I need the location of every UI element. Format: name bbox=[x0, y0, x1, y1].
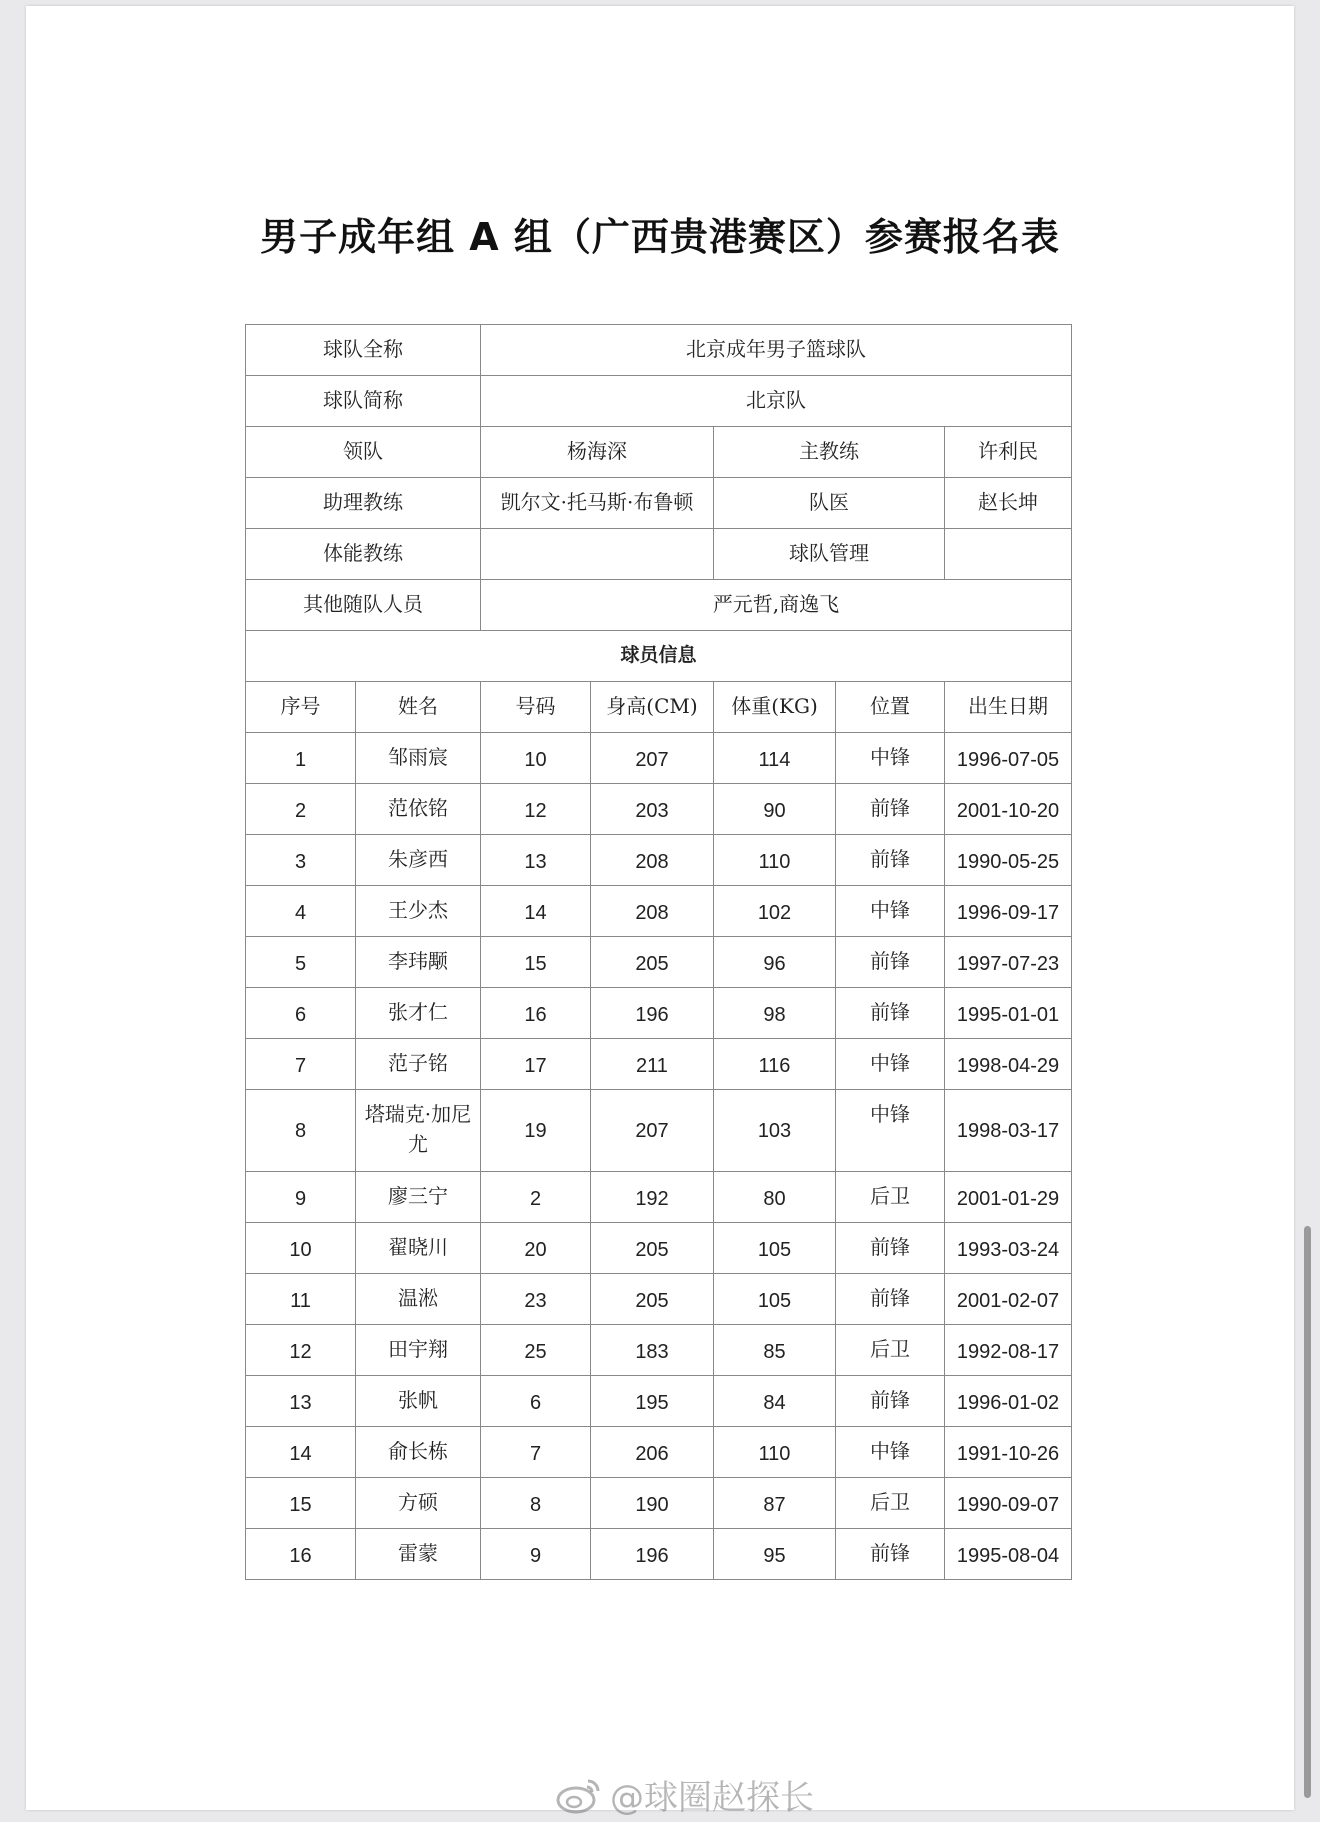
table-row bbox=[246, 1090, 1072, 1172]
player-weight: 85 bbox=[714, 1325, 836, 1376]
player-index: 4 bbox=[246, 886, 356, 937]
header-height: 身高(CM) bbox=[591, 682, 714, 733]
doctor-value: 赵长坤 bbox=[945, 478, 1072, 529]
player-index: 11 bbox=[246, 1274, 356, 1325]
player-position: 中锋 bbox=[836, 886, 945, 937]
player-number: 15 bbox=[481, 937, 591, 988]
player-name: 王少杰 bbox=[356, 886, 481, 937]
player-birth: 2001-10-20 bbox=[945, 784, 1072, 835]
assistant-coach-value: 凯尔文·托马斯·布鲁顿 bbox=[481, 478, 714, 529]
player-position: 前锋 bbox=[836, 1529, 945, 1580]
table-row bbox=[246, 988, 1072, 1039]
player-position: 中锋 bbox=[836, 1427, 945, 1478]
player-height: 207 bbox=[591, 733, 714, 784]
player-weight: 114 bbox=[714, 733, 836, 784]
player-weight: 90 bbox=[714, 784, 836, 835]
player-position: 后卫 bbox=[836, 1478, 945, 1529]
player-index: 3 bbox=[246, 835, 356, 886]
vertical-scrollbar[interactable] bbox=[1304, 1226, 1311, 1798]
leader-label: 领队 bbox=[246, 427, 481, 478]
table-row bbox=[246, 1478, 1072, 1529]
player-height: 203 bbox=[591, 784, 714, 835]
player-name: 朱彦西 bbox=[356, 835, 481, 886]
player-number: 20 bbox=[481, 1223, 591, 1274]
player-index: 7 bbox=[246, 1039, 356, 1090]
player-name: 塔瑞克·加尼尤 bbox=[356, 1090, 481, 1172]
player-position: 前锋 bbox=[836, 1274, 945, 1325]
player-weight: 80 bbox=[714, 1172, 836, 1223]
player-position: 中锋 bbox=[836, 1090, 945, 1172]
player-height: 205 bbox=[591, 1223, 714, 1274]
fitness-coach-label: 体能教练 bbox=[246, 529, 481, 580]
player-height: 211 bbox=[591, 1039, 714, 1090]
player-index: 14 bbox=[246, 1427, 356, 1478]
player-birth: 1998-04-29 bbox=[945, 1039, 1072, 1090]
player-name: 雷蒙 bbox=[356, 1529, 481, 1580]
player-number: 25 bbox=[481, 1325, 591, 1376]
document-page bbox=[26, 6, 1294, 1818]
players-section-label: 球员信息 bbox=[246, 631, 1072, 682]
player-name: 李玮颙 bbox=[356, 937, 481, 988]
player-number: 7 bbox=[481, 1427, 591, 1478]
player-index: 16 bbox=[246, 1529, 356, 1580]
player-weight: 98 bbox=[714, 988, 836, 1039]
header-number: 号码 bbox=[481, 682, 591, 733]
player-number: 13 bbox=[481, 835, 591, 886]
players-section-row bbox=[246, 631, 1072, 682]
player-index: 6 bbox=[246, 988, 356, 1039]
header-name: 姓名 bbox=[356, 682, 481, 733]
player-height: 205 bbox=[591, 937, 714, 988]
player-weight: 105 bbox=[714, 1223, 836, 1274]
others-label: 其他随队人员 bbox=[246, 580, 481, 631]
player-name: 方硕 bbox=[356, 1478, 481, 1529]
player-number: 9 bbox=[481, 1529, 591, 1580]
player-number: 23 bbox=[481, 1274, 591, 1325]
fitness-row bbox=[246, 529, 1072, 580]
player-position: 前锋 bbox=[836, 937, 945, 988]
player-weight: 110 bbox=[714, 835, 836, 886]
player-number: 14 bbox=[481, 886, 591, 937]
player-position: 前锋 bbox=[836, 784, 945, 835]
player-number: 10 bbox=[481, 733, 591, 784]
player-weight: 96 bbox=[714, 937, 836, 988]
player-number: 6 bbox=[481, 1376, 591, 1427]
player-height: 208 bbox=[591, 886, 714, 937]
player-name: 廖三宁 bbox=[356, 1172, 481, 1223]
player-birth: 1995-08-04 bbox=[945, 1529, 1072, 1580]
registration-table bbox=[245, 324, 1072, 1580]
fitness-coach-value bbox=[481, 529, 714, 580]
player-height: 183 bbox=[591, 1325, 714, 1376]
player-birth: 1995-01-01 bbox=[945, 988, 1072, 1039]
player-birth: 1997-07-23 bbox=[945, 937, 1072, 988]
table-row bbox=[246, 1172, 1072, 1223]
player-name: 张帆 bbox=[356, 1376, 481, 1427]
player-position: 前锋 bbox=[836, 1376, 945, 1427]
player-height: 207 bbox=[591, 1090, 714, 1172]
player-name: 张才仁 bbox=[356, 988, 481, 1039]
player-number: 8 bbox=[481, 1478, 591, 1529]
doctor-label: 队医 bbox=[714, 478, 945, 529]
player-height: 192 bbox=[591, 1172, 714, 1223]
team-short-name-value: 北京队 bbox=[481, 376, 1072, 427]
player-height: 208 bbox=[591, 835, 714, 886]
player-index: 13 bbox=[246, 1376, 356, 1427]
table-row bbox=[246, 937, 1072, 988]
header-weight: 体重(KG) bbox=[714, 682, 836, 733]
player-name: 翟晓川 bbox=[356, 1223, 481, 1274]
table-row bbox=[246, 835, 1072, 886]
player-name: 温淞 bbox=[356, 1274, 481, 1325]
player-weight: 102 bbox=[714, 886, 836, 937]
player-index: 12 bbox=[246, 1325, 356, 1376]
table-row bbox=[246, 1376, 1072, 1427]
player-index: 5 bbox=[246, 937, 356, 988]
leader-value: 杨海深 bbox=[481, 427, 714, 478]
team-full-name-row bbox=[246, 325, 1072, 376]
player-weight: 110 bbox=[714, 1427, 836, 1478]
watermark bbox=[554, 1770, 814, 1819]
table-row bbox=[246, 1039, 1072, 1090]
player-index: 9 bbox=[246, 1172, 356, 1223]
manager-label: 球队管理 bbox=[714, 529, 945, 580]
player-weight: 103 bbox=[714, 1090, 836, 1172]
player-index: 1 bbox=[246, 733, 356, 784]
table-row bbox=[246, 886, 1072, 937]
player-name: 范依铭 bbox=[356, 784, 481, 835]
player-birth: 1993-03-24 bbox=[945, 1223, 1072, 1274]
player-number: 16 bbox=[481, 988, 591, 1039]
others-value: 严元哲,商逸飞 bbox=[481, 580, 1072, 631]
assistant-coach-label: 助理教练 bbox=[246, 478, 481, 529]
player-weight: 84 bbox=[714, 1376, 836, 1427]
table-row bbox=[246, 1325, 1072, 1376]
player-position: 后卫 bbox=[836, 1325, 945, 1376]
player-position: 前锋 bbox=[836, 835, 945, 886]
table-row bbox=[246, 1274, 1072, 1325]
player-index: 8 bbox=[246, 1090, 356, 1172]
player-height: 195 bbox=[591, 1376, 714, 1427]
team-full-name-value: 北京成年男子篮球队 bbox=[481, 325, 1072, 376]
player-name: 邹雨宸 bbox=[356, 733, 481, 784]
head-coach-label: 主教练 bbox=[714, 427, 945, 478]
player-name: 范子铭 bbox=[356, 1039, 481, 1090]
header-position: 位置 bbox=[836, 682, 945, 733]
player-birth: 1998-03-17 bbox=[945, 1090, 1072, 1172]
player-index: 10 bbox=[246, 1223, 356, 1274]
page-title: 男子成年组 A 组（广西贵港赛区）参赛报名表 bbox=[260, 215, 1060, 259]
table-row bbox=[246, 784, 1072, 835]
player-number: 12 bbox=[481, 784, 591, 835]
player-birth: 1996-07-05 bbox=[945, 733, 1072, 784]
player-birth: 1990-09-07 bbox=[945, 1478, 1072, 1529]
player-height: 190 bbox=[591, 1478, 714, 1529]
team-short-name-label: 球队简称 bbox=[246, 376, 481, 427]
header-index: 序号 bbox=[246, 682, 356, 733]
table-row bbox=[246, 1427, 1072, 1478]
player-position: 前锋 bbox=[836, 988, 945, 1039]
player-birth: 1991-10-26 bbox=[945, 1427, 1072, 1478]
manager-value bbox=[945, 529, 1072, 580]
player-birth: 2001-01-29 bbox=[945, 1172, 1072, 1223]
player-weight: 87 bbox=[714, 1478, 836, 1529]
player-position: 后卫 bbox=[836, 1172, 945, 1223]
others-row bbox=[246, 580, 1072, 631]
head-coach-value: 许利民 bbox=[945, 427, 1072, 478]
player-position: 中锋 bbox=[836, 1039, 945, 1090]
player-weight: 116 bbox=[714, 1039, 836, 1090]
table-row bbox=[246, 733, 1072, 784]
player-height: 205 bbox=[591, 1274, 714, 1325]
player-height: 196 bbox=[591, 1529, 714, 1580]
player-position: 中锋 bbox=[836, 733, 945, 784]
player-index: 15 bbox=[246, 1478, 356, 1529]
player-birth: 2001-02-07 bbox=[945, 1274, 1072, 1325]
player-number: 17 bbox=[481, 1039, 591, 1090]
player-weight: 95 bbox=[714, 1529, 836, 1580]
header-birth: 出生日期 bbox=[945, 682, 1072, 733]
table-row bbox=[246, 1529, 1072, 1580]
table-row bbox=[246, 1223, 1072, 1274]
leader-row bbox=[246, 427, 1072, 478]
player-weight: 105 bbox=[714, 1274, 836, 1325]
player-birth: 1996-01-02 bbox=[945, 1376, 1072, 1427]
player-index: 2 bbox=[246, 784, 356, 835]
player-height: 206 bbox=[591, 1427, 714, 1478]
player-name: 俞长栋 bbox=[356, 1427, 481, 1478]
player-number: 2 bbox=[481, 1172, 591, 1223]
player-number: 19 bbox=[481, 1090, 591, 1172]
weibo-icon bbox=[554, 1775, 604, 1815]
player-birth: 1990-05-25 bbox=[945, 835, 1072, 886]
player-header-row bbox=[246, 682, 1072, 733]
player-name: 田宇翔 bbox=[356, 1325, 481, 1376]
player-position: 前锋 bbox=[836, 1223, 945, 1274]
watermark-text: @球圈赵探长 bbox=[610, 1778, 814, 1818]
player-birth: 1992-08-17 bbox=[945, 1325, 1072, 1376]
team-short-name-row bbox=[246, 376, 1072, 427]
assistant-row bbox=[246, 478, 1072, 529]
team-full-name-label: 球队全称 bbox=[246, 325, 481, 376]
player-birth: 1996-09-17 bbox=[945, 886, 1072, 937]
player-height: 196 bbox=[591, 988, 714, 1039]
